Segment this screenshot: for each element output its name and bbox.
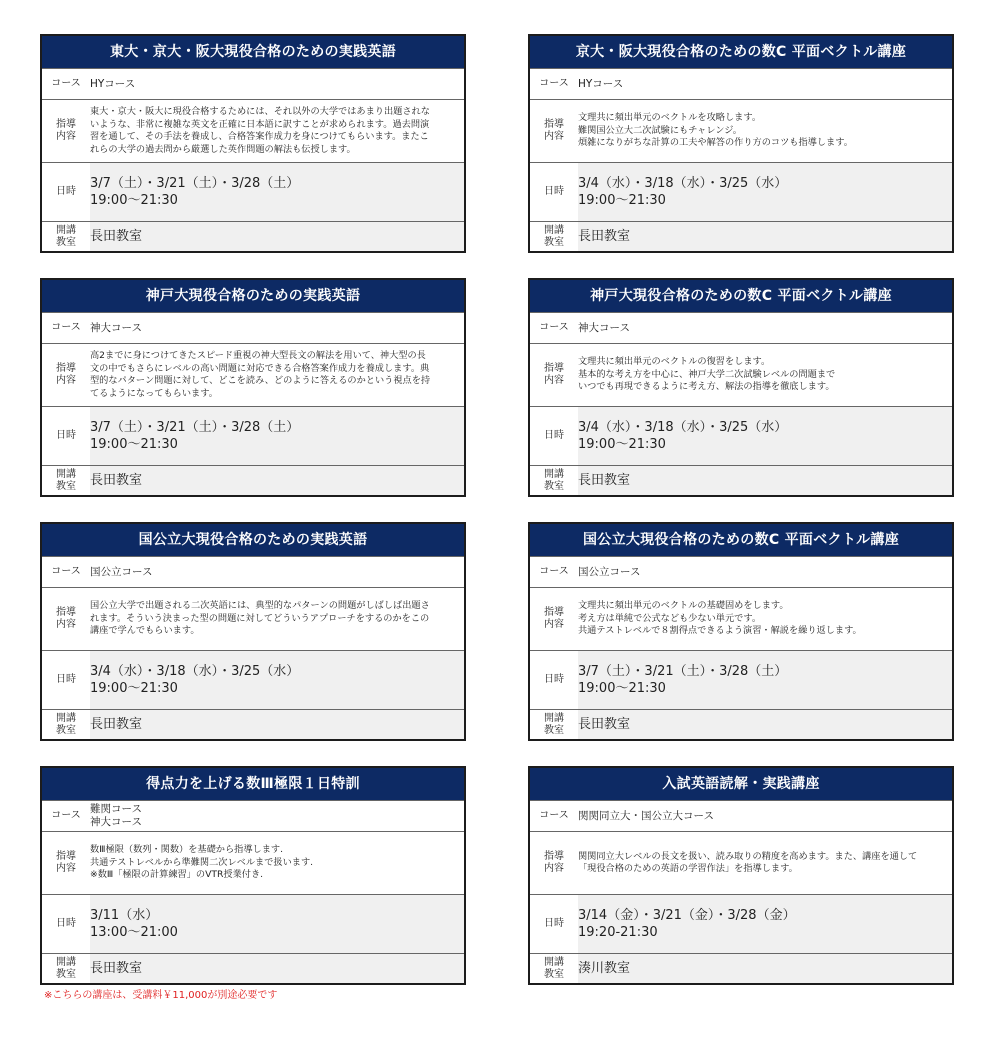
- course-card-entrance-english-reading: [528, 766, 954, 985]
- room-label: 開講 教室: [42, 710, 90, 739]
- course-card-kobe-english: [40, 278, 466, 497]
- content-label: 指導 内容: [42, 832, 90, 894]
- content-value: 文理共に頻出単元のベクトルの復習をします。 基本的な考え方を中心に、神戸大学二次試験レベルの問題まで いつでも再現できるように考え方、解法の指導を徹底します。: [578, 356, 836, 393]
- date-value: 3/7（土）・3/21（土）・3/28（土） 19:00～21:30: [90, 420, 300, 452]
- card-title: 京大・阪大現役合格のための数C 平面ベクトル講座: [530, 36, 952, 68]
- date-row: [42, 894, 464, 953]
- room-row: [42, 221, 464, 251]
- room-value: 長田教室: [90, 473, 143, 488]
- course-row: [42, 312, 464, 343]
- room-label: 開講 教室: [42, 954, 90, 983]
- course-label: コース: [530, 313, 578, 343]
- content-row: [530, 99, 952, 162]
- course-row: [530, 800, 952, 831]
- date-row: [530, 406, 952, 465]
- date-label: 日時: [530, 651, 578, 709]
- card-title: 国公立大現役合格のための数C 平面ベクトル講座: [530, 524, 952, 556]
- fee-note: ※こちらの講座は、受講料￥11,000が別途必要です: [44, 990, 278, 1001]
- room-value: 長田教室: [90, 717, 143, 732]
- date-label: 日時: [42, 895, 90, 953]
- room-value: 長田教室: [90, 961, 143, 976]
- date-label: 日時: [42, 163, 90, 221]
- course-value: 関関同立大・国公立大コース: [578, 809, 714, 822]
- card-title: 神戸大現役合格のための実践英語: [42, 280, 464, 312]
- course-value: 国公立コース: [90, 565, 153, 578]
- room-row: [530, 465, 952, 495]
- content-row: [42, 99, 464, 162]
- room-row: [42, 465, 464, 495]
- course-value: 難関コース 神大コース: [90, 803, 142, 828]
- course-row: [42, 68, 464, 99]
- room-label: 開講 教室: [42, 466, 90, 495]
- course-value: 国公立コース: [578, 565, 641, 578]
- content-value: 文理共に頻出単元のベクトルの基礎固めをします。 考え方は単純で公式なども少ない単元です。 共通テストレベルで８割得点できるよう演習・解説を繰り返します。: [578, 600, 862, 637]
- room-label: 開講 教室: [530, 466, 578, 495]
- room-value: 長田教室: [578, 717, 631, 732]
- room-value: 長田教室: [578, 229, 631, 244]
- room-label: 開講 教室: [530, 710, 578, 739]
- card-title: 神戸大現役合格のための数C 平面ベクトル講座: [530, 280, 952, 312]
- date-label: 日時: [530, 895, 578, 953]
- course-row: [530, 312, 952, 343]
- content-value: 東大・京大・阪大に現役合格するためには、それ以外の大学ではあまり出題されな いような、非常に複雑な英文を正確に日本語に訳すことが求められます。過去問演 習を通して、その手法を養成し、合格答案作成力を身につけてもらいます。またこ れらの大学の過去問から厳選した英作問題の解法も伝授します。: [90, 106, 430, 155]
- date-row: [530, 894, 952, 953]
- content-value: 国公立大学で出題される二次英語には、典型的なパターンの問題がしばしば出題さ れます。そういう決まった型の問題に対してどういうアプローチをするのかをこの 講座で学んでもらいます。: [90, 600, 430, 637]
- date-row: [530, 650, 952, 709]
- date-value: 3/7（土）・3/21（土）・3/28（土） 19:00～21:30: [90, 176, 300, 208]
- content-label: 指導 内容: [530, 100, 578, 162]
- room-row: [42, 709, 464, 739]
- content-row: [42, 343, 464, 406]
- date-value: 3/11（水） 13:00～21:00: [90, 908, 178, 940]
- course-card-kyodai-handai-math-vector: [528, 34, 954, 253]
- course-label: コース: [530, 557, 578, 587]
- course-card-math3-limit-intensive: [40, 766, 466, 985]
- date-label: 日時: [42, 651, 90, 709]
- date-row: [42, 162, 464, 221]
- content-row: [530, 343, 952, 406]
- content-label: 指導 内容: [42, 100, 90, 162]
- course-row: [530, 68, 952, 99]
- content-row: [530, 831, 952, 894]
- date-label: 日時: [530, 163, 578, 221]
- room-label: 開講 教室: [42, 222, 90, 251]
- content-label: 指導 内容: [530, 344, 578, 406]
- content-value: 関関同立大レベルの長文を扱い、読み取りの精度を高めます。また、講座を通して 「現役合格のための英語の学習作法」を指導します。: [578, 850, 918, 874]
- content-row: [530, 587, 952, 650]
- course-card-todai-kyodai-handai-english: [40, 34, 466, 253]
- course-card-kokkoritsu-math-vector: [528, 522, 954, 741]
- card-title: 国公立大現役合格のための実践英語: [42, 524, 464, 556]
- content-row: [42, 831, 464, 894]
- course-value: 神大コース: [578, 321, 630, 334]
- content-label: 指導 内容: [42, 344, 90, 406]
- room-row: [530, 709, 952, 739]
- room-label: 開講 教室: [530, 222, 578, 251]
- content-value: 高2までに身につけてきたスピード重視の神大型長文の解法を用いて、神大型の長 文の中でもさらにレベルの高い問題に対応できる合格答案作成力を養成します。典 型的なパターン問題に対して、どこを読み、どのように答えるのかという視点を持 てるようになってもらいます。: [90, 350, 431, 399]
- date-row: [42, 406, 464, 465]
- content-label: 指導 内容: [530, 588, 578, 650]
- date-value: 3/4（水）・3/18（水）・3/25（水） 19:00～21:30: [578, 420, 788, 452]
- date-row: [530, 162, 952, 221]
- course-label: コース: [530, 801, 578, 831]
- content-value: 数Ⅲ極限（数列・関数）を基礎から指導します. 共通テストレベルから準難関二次レベルまで扱います. ※数Ⅲ「極限の計算練習」のVTR授業付き.: [90, 844, 314, 881]
- course-row: [42, 556, 464, 587]
- date-value: 3/4（水）・3/18（水）・3/25（水） 19:00～21:30: [578, 176, 788, 208]
- date-label: 日時: [42, 407, 90, 465]
- course-label: コース: [42, 801, 90, 831]
- date-row: [42, 650, 464, 709]
- course-label: コース: [530, 69, 578, 99]
- room-row: [530, 221, 952, 251]
- course-value: HYコース: [90, 77, 136, 90]
- room-value: 長田教室: [578, 473, 631, 488]
- course-value: 神大コース: [90, 321, 142, 334]
- room-row: [530, 953, 952, 983]
- card-title: 得点力を上げる数Ⅲ極限１日特訓: [42, 768, 464, 800]
- card-title: 入試英語読解・実践講座: [530, 768, 952, 800]
- content-row: [42, 587, 464, 650]
- room-value: 湊川教室: [578, 961, 631, 976]
- course-label: コース: [42, 313, 90, 343]
- date-label: 日時: [530, 407, 578, 465]
- content-label: 指導 内容: [530, 832, 578, 894]
- date-value: 3/14（金）・3/21（金）・3/28（金） 19:20-21:30: [578, 908, 796, 940]
- course-row: [42, 800, 464, 831]
- card-title: 東大・京大・阪大現役合格のための実践英語: [42, 36, 464, 68]
- date-value: 3/7（土）・3/21（土）・3/28（土） 19:00～21:30: [578, 664, 788, 696]
- room-value: 長田教室: [90, 229, 143, 244]
- room-label: 開講 教室: [530, 954, 578, 983]
- content-value: 文理共に頻出単元のベクトルを攻略します。 難関国公立大二次試験にもチャレンジ。 煩雑になりがちな計算の工夫や解答の作り方のコツも指導します。: [578, 112, 853, 149]
- course-card-kokkoritsu-english: [40, 522, 466, 741]
- course-card-kobe-math-vector: [528, 278, 954, 497]
- room-row: [42, 953, 464, 983]
- content-label: 指導 内容: [42, 588, 90, 650]
- date-value: 3/4（水）・3/18（水）・3/25（水） 19:00～21:30: [90, 664, 300, 696]
- course-label: コース: [42, 557, 90, 587]
- course-value: HYコース: [578, 77, 624, 90]
- course-row: [530, 556, 952, 587]
- course-label: コース: [42, 69, 90, 99]
